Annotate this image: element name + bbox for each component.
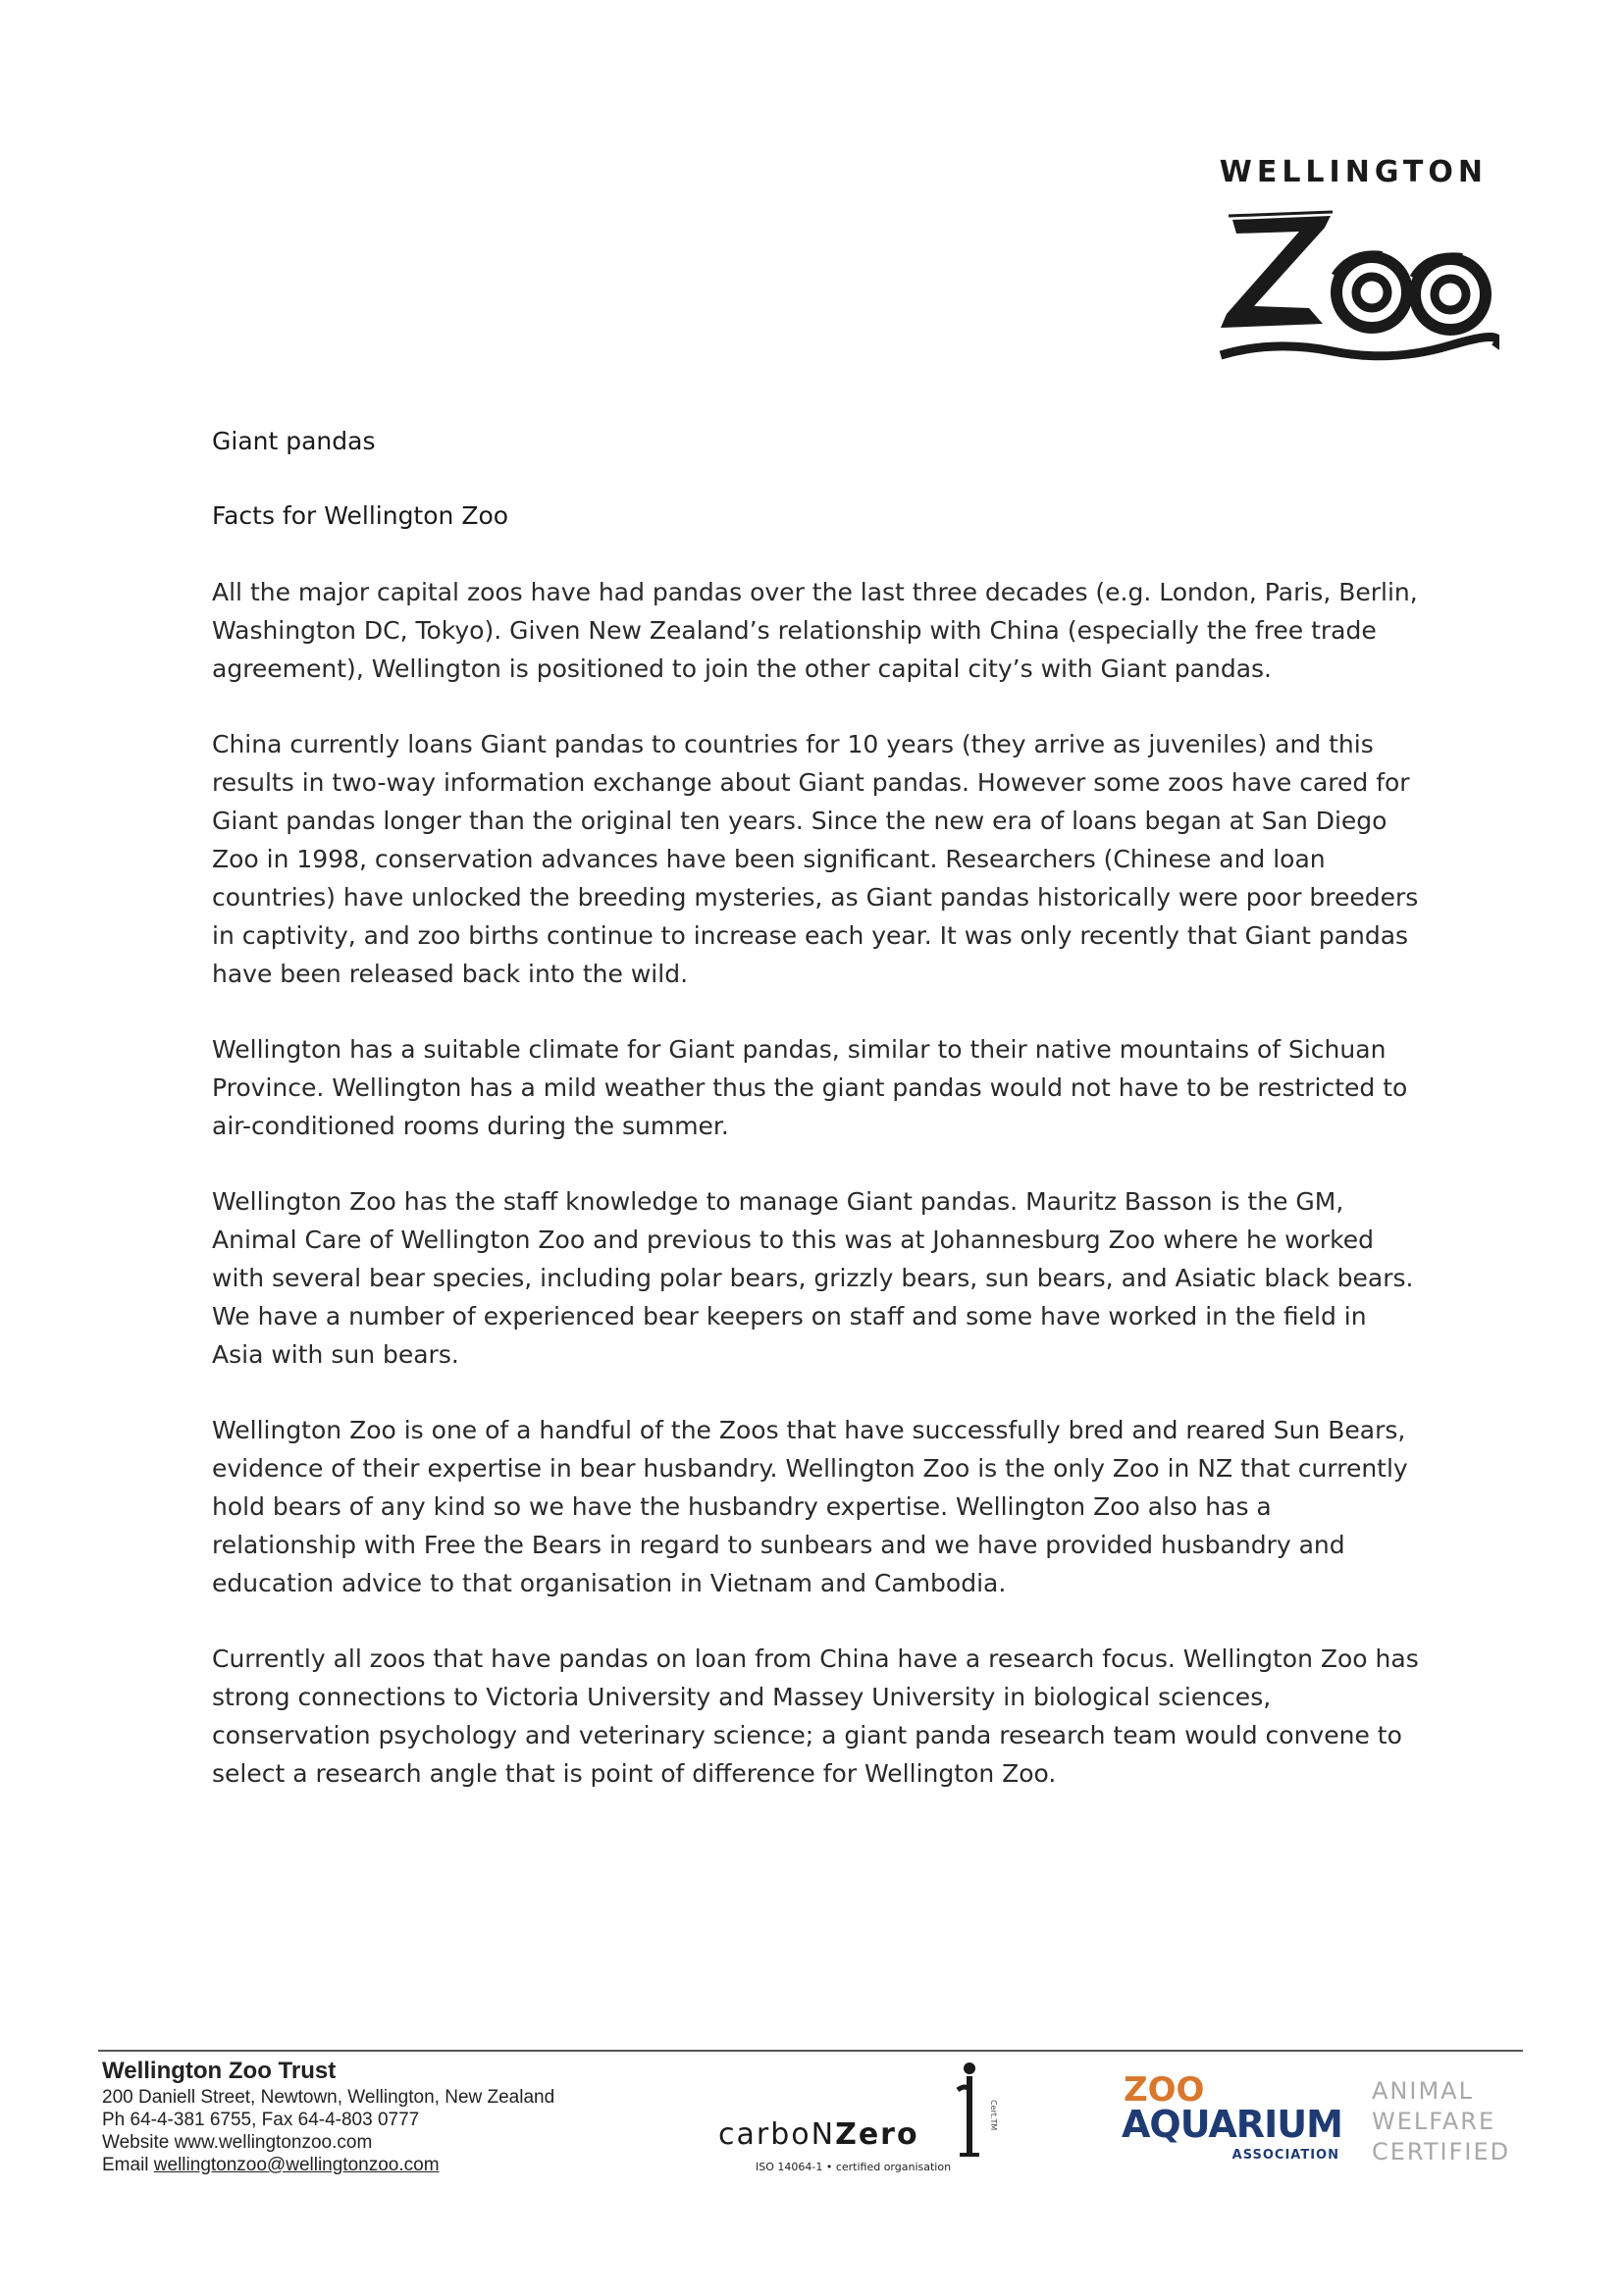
carbonzero-name bbox=[718, 2117, 919, 2152]
logo-wordmark-text: WELLINGTON bbox=[1219, 155, 1488, 189]
letter-body bbox=[212, 424, 1419, 1830]
paragraph-capital-zoos: All the major capital zoos have had pandas over the last three decades (e.g. London, Paris, Berlin, Washington DC, Tokyo). Given New Zealand’s relationship with China (especially the free trade agreement), Wellington is positioned to join the other capital city’s with Giant pandas. bbox=[212, 578, 1418, 683]
heading-giant-pandas: Giant pandas bbox=[212, 427, 376, 455]
paragraph-sun-bears: Wellington Zoo is one of a handful of the Zoos that have successfully bred and reared Sun Bears, evidence of their expertise in bear husbandry. Wellington Zoo is the only Zoo in NZ that currently hold bears of any kind so we have the husbandry expertise. Wellington Zoo also has a relationship with Free the Bears in regard to sunbears and we have provided husbandry and education advice to that organisation in Vietnam and Cambodia. bbox=[212, 1416, 1408, 1597]
carbonzero-iso: ISO 14064-1 • certified organisation bbox=[756, 2161, 952, 2173]
paragraph-research: Currently all zoos that have pandas on loan from China have a research focus. Wellington Zoo has strong connections to Victoria University and Massey University in biological sciences, conservation psychology and veterinary science; a giant panda research team would convene to select a research angle that is point of difference for Wellington Zoo. bbox=[212, 1644, 1419, 1788]
wellington-zoo-logo bbox=[1168, 147, 1521, 392]
zoo-wordmark-icon bbox=[1215, 208, 1499, 385]
awc-line-1: ANIMAL bbox=[1372, 2077, 1474, 2105]
awc-line-2: WELFARE bbox=[1372, 2108, 1496, 2135]
paragraph-staff-knowledge: Wellington Zoo has the staff knowledge to manage Giant pandas. Mauritz Basson is the GM, Animal Care of Wellington Zoo and previous to this was at Johannesburg Zoo where he worked with several bear species, including polar bears, grizzly bears, sun bears, and Asiatic black bears. We have a number of experienced bear keepers on staff and some have worked in the field in Asia with sun bears. bbox=[212, 1187, 1414, 1369]
carbonzero-name-light: carboN bbox=[718, 2117, 836, 2152]
paragraph-climate: Wellington has a suitable climate for Giant pandas, similar to their native mountains of Sichuan Province. Wellington has a mild weather thus the giant pandas would not have to be restricted to air-conditioned rooms during the summer. bbox=[212, 1035, 1408, 1140]
zaa-zoo-text: ZOO bbox=[1124, 2070, 1205, 2110]
carbonzero-name-bold: Zero bbox=[835, 2117, 919, 2152]
carbonzero-figure-icon bbox=[946, 2061, 985, 2159]
footer-trust-name: Wellington Zoo Trust bbox=[102, 2058, 337, 2084]
footer-address: 200 Daniell Street, Newtown, Wellington, New Zealand bbox=[102, 2087, 555, 2108]
footer-email bbox=[102, 2154, 691, 2176]
zoo-aquarium-association-logo bbox=[1122, 2070, 1347, 2181]
heading-facts: Facts for Wellington Zoo bbox=[212, 501, 509, 530]
zaa-aquarium-text: AQUARIUM bbox=[1122, 2103, 1342, 2146]
footer-email-link[interactable]: wellingtonzoo@wellingtonzoo.com bbox=[153, 2155, 440, 2175]
animal-welfare-certified-logo bbox=[1372, 2076, 1529, 2167]
awc-line-3: CERTIFIED bbox=[1372, 2138, 1511, 2166]
footer-website[interactable]: Website www.wellingtonzoo.com bbox=[102, 2132, 373, 2153]
carbonzero-cert: Cert.TM bbox=[989, 2100, 998, 2131]
zaa-association-text: ASSOCIATION bbox=[1231, 2148, 1339, 2163]
carbonzero-logo bbox=[716, 2061, 1011, 2178]
footer-email-label: Email bbox=[102, 2155, 154, 2175]
footer-divider bbox=[98, 2050, 1523, 2052]
footer-phone: Ph 64-4-381 6755, Fax 64-4-803 0777 bbox=[102, 2110, 420, 2130]
footer-contact bbox=[102, 2057, 691, 2176]
paragraph-china-loans: China currently loans Giant pandas to countries for 10 years (they arrive as juveniles) and this results in two-way information exchange about Giant pandas. However some zoos have cared for Giant pandas longer than the original ten years. Since the new era of loans began at San Diego Zoo in 1998, conservation advances have been significant. Researchers (Chinese and loan countries) have unlocked the breeding mysteries, as Giant pandas historically were poor breeders in captivity, and zoo births continue to increase each year. It was only recently that Giant pandas have been released back into the wild. bbox=[212, 730, 1419, 988]
